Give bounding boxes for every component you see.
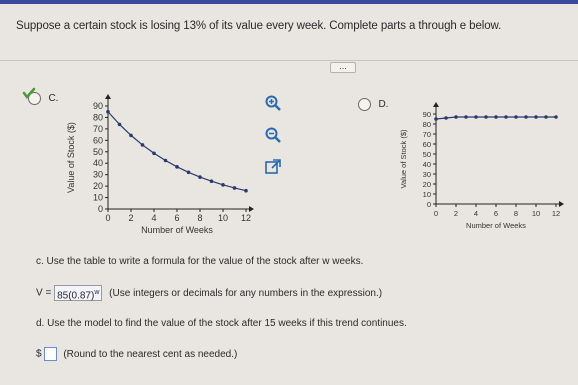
data-point bbox=[484, 115, 488, 119]
part-d-answer-row bbox=[36, 347, 237, 361]
part-c-answer-row bbox=[36, 285, 382, 301]
data-point bbox=[187, 170, 191, 174]
y-tick-label: 60 bbox=[422, 140, 431, 149]
question-text: Suppose a certain stock is losing 13% of its value every week. Complete parts a through e below. bbox=[16, 20, 502, 32]
x-tick-label: 4 bbox=[473, 209, 479, 218]
y-tick-label: 10 bbox=[92, 192, 103, 203]
data-point bbox=[198, 175, 202, 179]
x-tick-label: 2 bbox=[453, 209, 459, 218]
y-tick-label: 90 bbox=[422, 110, 431, 119]
data-point bbox=[544, 115, 548, 119]
y-axis-label: Value of Stock ($) bbox=[399, 129, 408, 189]
data-point bbox=[164, 159, 168, 163]
data-point bbox=[141, 143, 145, 147]
option-d-label: D. bbox=[378, 99, 389, 111]
y-tick-label: 70 bbox=[92, 123, 103, 134]
check-icon bbox=[22, 86, 36, 100]
data-point bbox=[514, 115, 518, 119]
part-c-text: c. Use the table to write a formula for the value of the stock after w weeks. bbox=[36, 256, 364, 267]
y-tick-label: 10 bbox=[422, 190, 431, 199]
currency-symbol: $ bbox=[36, 348, 42, 360]
x-tick-label: 10 bbox=[531, 209, 541, 218]
y-tick-label: 50 bbox=[92, 146, 103, 157]
x-tick-label: 8 bbox=[513, 209, 519, 218]
x-tick-label: 10 bbox=[217, 213, 229, 223]
x-axis-arrow bbox=[559, 201, 564, 207]
radio-d[interactable] bbox=[358, 98, 371, 111]
x-tick-label: 4 bbox=[151, 213, 157, 223]
formula-input[interactable] bbox=[54, 285, 102, 301]
option-c[interactable] bbox=[28, 90, 58, 108]
formula-exponent: w bbox=[94, 289, 100, 296]
chart-c bbox=[56, 88, 266, 238]
graph-tools bbox=[264, 94, 284, 190]
y-tick-label: 0 bbox=[97, 204, 103, 214]
divider bbox=[0, 60, 578, 61]
value-input[interactable] bbox=[44, 347, 57, 361]
option-d[interactable] bbox=[358, 96, 388, 114]
data-point bbox=[244, 189, 248, 193]
y-tick-label: 70 bbox=[422, 130, 431, 139]
expand-button[interactable]: ... bbox=[330, 62, 356, 73]
x-tick-label: 12 bbox=[240, 213, 252, 223]
zoom-out-icon[interactable] bbox=[264, 126, 282, 144]
x-tick-label: 0 bbox=[105, 213, 111, 223]
y-tick-label: 30 bbox=[92, 169, 103, 180]
data-point bbox=[106, 110, 110, 114]
x-axis-label: Number of Weeks bbox=[141, 225, 213, 235]
x-tick-label: 6 bbox=[493, 209, 499, 218]
data-point bbox=[118, 123, 122, 127]
data-point bbox=[210, 179, 214, 183]
y-axis-label: Value of Stock ($) bbox=[66, 122, 76, 193]
x-tick-label: 8 bbox=[197, 213, 203, 223]
part-d-hint: (Round to the nearest cent as needed.) bbox=[63, 348, 238, 360]
y-tick-label: 20 bbox=[92, 181, 103, 192]
data-point bbox=[504, 115, 508, 119]
data-point bbox=[152, 151, 156, 155]
part-d-text: d. Use the model to find the value of the stock after 15 weeks if this trend continues. bbox=[36, 318, 407, 329]
data-point bbox=[233, 186, 237, 190]
data-point bbox=[444, 116, 448, 120]
x-tick-label: 2 bbox=[128, 213, 134, 223]
y-tick-label: 90 bbox=[92, 101, 103, 111]
top-accent-bar bbox=[0, 0, 578, 4]
data-point bbox=[175, 165, 179, 169]
data-point bbox=[474, 115, 478, 119]
x-axis-arrow bbox=[249, 206, 254, 212]
zoom-in-icon[interactable] bbox=[264, 94, 282, 112]
y-tick-label: 40 bbox=[92, 158, 103, 169]
data-point bbox=[494, 115, 498, 119]
y-tick-label: 80 bbox=[422, 120, 431, 129]
y-tick-label: 60 bbox=[92, 135, 103, 146]
y-tick-label: 80 bbox=[92, 112, 103, 123]
y-tick-label: 0 bbox=[426, 200, 431, 209]
y-tick-label: 30 bbox=[422, 170, 431, 179]
y-tick-label: 40 bbox=[422, 160, 431, 169]
data-point bbox=[221, 183, 225, 187]
external-link-icon[interactable] bbox=[264, 158, 282, 176]
y-tick-label: 20 bbox=[422, 180, 431, 189]
formula-base: 85(0.87) bbox=[57, 290, 95, 302]
data-point bbox=[454, 115, 458, 119]
data-point bbox=[554, 115, 558, 119]
series-line bbox=[108, 112, 246, 191]
x-tick-label: 6 bbox=[174, 213, 180, 223]
y-tick-label: 50 bbox=[422, 150, 431, 159]
y-axis-arrow bbox=[105, 94, 111, 99]
x-tick-label: 0 bbox=[433, 209, 439, 218]
data-point bbox=[464, 115, 468, 119]
part-c-hint: (Use integers or decimals for any numbers in the expression.) bbox=[109, 287, 383, 299]
x-axis-label: Number of Weeks bbox=[466, 221, 526, 230]
data-point bbox=[534, 115, 538, 119]
v-equals: V = bbox=[36, 287, 52, 299]
chart-d bbox=[392, 96, 578, 236]
data-point bbox=[434, 117, 438, 121]
data-point bbox=[524, 115, 528, 119]
y-axis-arrow bbox=[433, 102, 439, 107]
x-tick-label: 12 bbox=[551, 209, 561, 218]
data-point bbox=[129, 134, 133, 138]
option-c-label: C. bbox=[48, 93, 59, 105]
